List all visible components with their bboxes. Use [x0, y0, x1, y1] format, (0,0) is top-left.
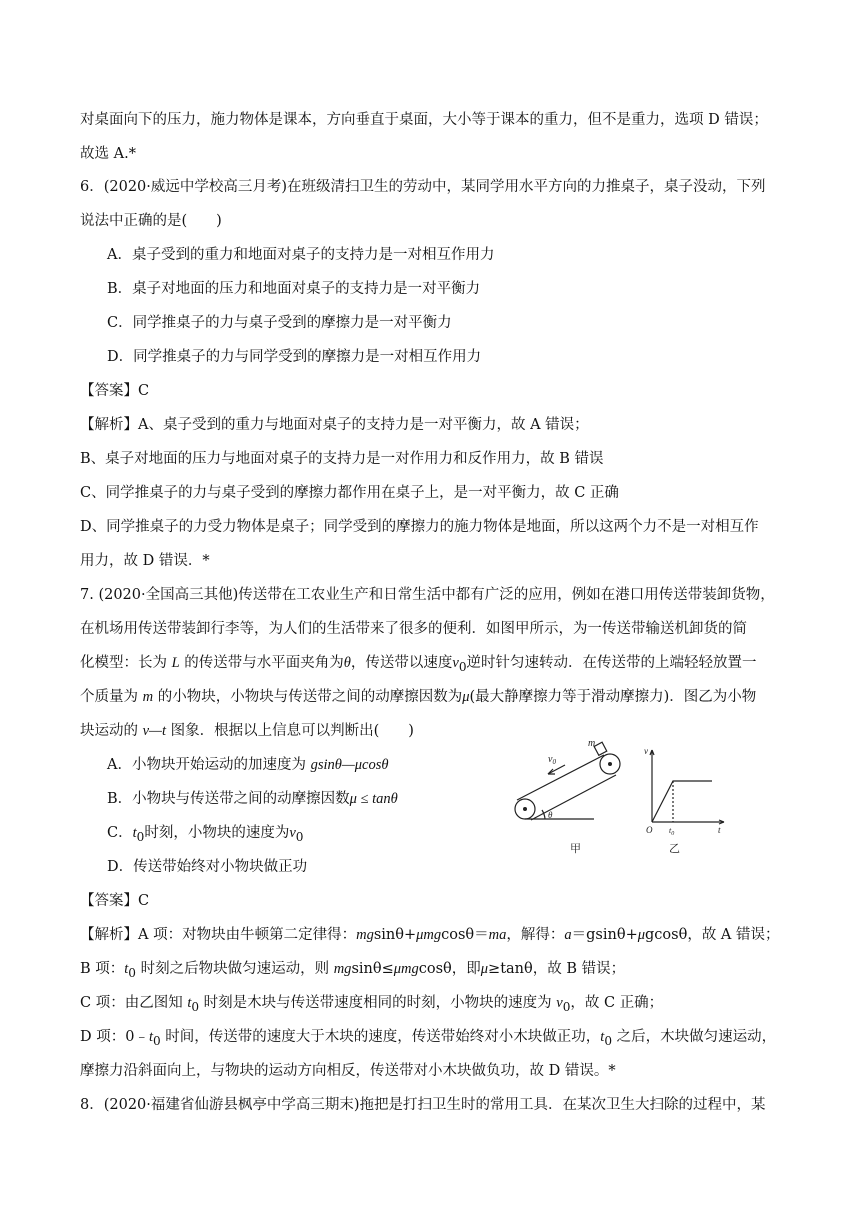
explanation-6: C、同学推桌子的力与桌子受到的摩擦力都作用在桌子上，是一对平衡力，故 C 正确 [80, 485, 619, 501]
question-7-stem: 化模型：长为 L 的传送带与水平面夹角为θ，传送带以速度$v_0$逆时针匀速转动．在传送带的上端轻轻放置一 [80, 655, 757, 674]
question-7-stem: 7. (2020·全国高三其他)传送带在工农业生产和日常生活中都有广泛的应用，例如在港口用传送带装卸货物， [80, 587, 775, 603]
question-7-option-b: B．小物块与传送带之间的动摩擦因数μ ≤ tanθ [107, 791, 398, 807]
figure-caption-yi: 乙 [669, 843, 680, 855]
explanation-7: 【解析】A 项：对物块由牛顿第二定律得：mgsinθ+μmgcosθ＝ma，解得：a＝gsinθ+μgcosθ，故 A 错误； [80, 927, 780, 943]
question-7-stem: 个质量为 m 的小物块，小物块与传送带之间的动摩擦因数为μ(最大静摩擦力等于滑动摩擦力)．图乙为小物 [80, 689, 757, 705]
text-line: 对桌面向下的压力，施力物体是课本，方向垂直于桌面，大小等于课本的重力，但不是重力，选项 D 错误； [80, 112, 768, 128]
explanation-7: D 项：$0﹣t_0$ 时间，传送带的速度大于木块的速度，传送带始终对小木块做正功，$t_0$ 之后，木块做匀速运动， [80, 1029, 777, 1048]
explanation-7: 摩擦力沿斜面向上，与物块的运动方向相反，传送带对小木块做负功，故 D 错误。* [80, 1063, 616, 1079]
question-7-stem: 在机场用传送带装卸行李等，为人们的生活带来了很多的便利．如图甲所示，为一传送带输送机卸货的简 [80, 621, 747, 637]
explanation-6: 【解析】A、桌子受到的重力与地面对桌子的支持力是一对平衡力，故 A 错误； [80, 417, 589, 433]
label-v0: $v_0$ [548, 754, 556, 766]
axis-label-v: v [644, 746, 648, 756]
origin-label: O [646, 825, 653, 835]
tick-label-t0: $t_0$ [669, 826, 675, 837]
block-m [594, 742, 607, 755]
question-7-option-a: A．小物块开始运动的加速度为 gsinθ—μcosθ [107, 757, 389, 773]
answer-6: 【答案】C [80, 383, 150, 399]
velocity-curve [652, 781, 712, 822]
question-6-stem: 说法中正确的是( ) [80, 213, 222, 229]
explanation-6: 用力，故 D 错误．* [80, 553, 210, 569]
explanation-6: B、桌子对地面的压力与地面对桌子的支持力是一对作用力和反作用力，故 B 错误 [80, 451, 604, 467]
label-theta: θ [548, 810, 553, 820]
v-t-graph-figure [640, 745, 730, 860]
answer-7: 【答案】C [80, 893, 150, 909]
figure-caption-jia: 甲 [570, 843, 581, 855]
question-6-stem: 6．(2020·威远中学校高三月考)在班级清扫卫生的劳动中，某同学用水平方向的力推桌子，桌子没动，下列 [80, 179, 766, 195]
text-line: 故选 A.* [80, 146, 136, 162]
question-6-option-d: D．同学推桌子的力与同学受到的摩擦力是一对相互作用力 [107, 349, 482, 365]
label-m: m [588, 738, 596, 749]
explanation-7: B 项：$t_0$ 时刻之后物块做匀速运动，则 mgsinθ≤μmgcosθ，即μ≥tanθ，故 B 错误； [80, 961, 626, 980]
explanation-6: D、同学推桌子的力受力物体是桌子；同学受到的摩擦力的施力物体是地面，所以这两个力不是一对相互作 [80, 519, 759, 535]
question-7-option-d: D．传送带始终对小物块做正功 [107, 859, 308, 875]
question-6-option-c: C．同学推桌子的力与桌子受到的摩擦力是一对平衡力 [107, 315, 452, 331]
explanation-7: C 项：由乙图知 $t_0$ 时刻是木块与传送带速度相同的时刻，小物块的速度为 $v_0$，故 C 正确； [80, 995, 664, 1014]
question-8-stem: 8．(2020·福建省仙游县枫亭中学高三期末)拖把是打扫卫生时的常用工具．在某次卫生大扫除的过程中，某 [80, 1097, 766, 1113]
question-6-option-a: A．桌子受到的重力和地面对桌子的支持力是一对相互作用力 [107, 247, 495, 263]
question-7-stem: 块运动的 v—t 图象．根据以上信息可以判断出( ) [80, 723, 414, 739]
question-7-option-c: C．$t_0$时刻，小物块的速度为$v_0$ [107, 825, 304, 844]
axis-label-t: t [718, 825, 721, 835]
question-6-option-b: B．桌子对地面的压力和地面对桌子的支持力是一对平衡力 [107, 281, 481, 297]
conveyor-belt-figure [510, 738, 630, 860]
